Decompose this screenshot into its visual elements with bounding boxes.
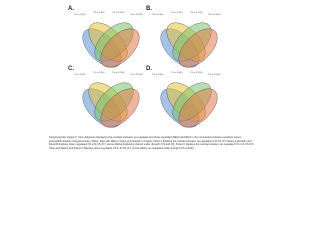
- set-label-a-1: CS vs R (0h): [74, 14, 86, 16]
- set-label-b-2: CS vs R (6h): [171, 12, 183, 14]
- set-label-b-4: CS vs R (24h): [208, 14, 221, 16]
- venn-diagram-d: [150, 72, 228, 132]
- set-label-c-4: CS vs R (24h): [130, 74, 143, 76]
- venn-panel-d: [146, 66, 228, 132]
- venn-panel-b: [146, 6, 228, 72]
- set-label-a-4: CS vs R (24h): [130, 14, 143, 16]
- venn-diagram-b: [150, 12, 228, 72]
- set-label-c-1: CS vs R (0h): [74, 74, 86, 76]
- set-label-b-1: CS vs R (0h): [152, 14, 164, 16]
- venn-diagram-c: [72, 72, 150, 132]
- panel-letter-d: D.: [146, 66, 152, 72]
- venn-panel-a: [68, 6, 150, 72]
- set-label-d-2: CS vs R (6h): [171, 72, 183, 74]
- figure-caption: Supplementary Figure 5. Venn diagrams displaying the overlaps between up-regulated and down-regulated DEGs identified in the comparison between resistant versus susceptible families (Supplementary Table); data with DEGs unique and shared in at least. Panel A displays the overlap between up-regulated in R-CS (0 h (blue) and black) and Panel B displays down-regulated CS in R-CS (0 h versus DEGs displaying shared under drought (CS and R)). Panel C displays the overlap between up-regulated CS in R-CS (0 h (blue and black)) and Panel D displays down-regulated CS in R-CS (0 h versus DEGs up-regulated under drought (CS and R)).: [49, 136, 254, 150]
- set-label-c-2: CS vs R (6h): [93, 72, 105, 74]
- set-label-a-2: CS vs R (6h): [93, 12, 105, 14]
- set-label-c-3: CS vs R (12h): [112, 72, 125, 74]
- panel-letter-b: B.: [146, 6, 152, 12]
- set-label-a-3: CS vs R (12h): [112, 12, 125, 14]
- set-label-d-4: CS vs R (24h): [208, 74, 221, 76]
- panel-letter-c: C.: [68, 66, 74, 72]
- set-label-d-1: CS vs R (0h): [152, 74, 164, 76]
- venn-diagram-a: [72, 12, 150, 72]
- set-label-b-3: CS vs R (12h): [190, 12, 203, 14]
- venn-panel-c: [68, 66, 150, 132]
- panel-letter-a: A.: [68, 6, 74, 12]
- set-label-d-3: CS vs R (12h): [190, 72, 203, 74]
